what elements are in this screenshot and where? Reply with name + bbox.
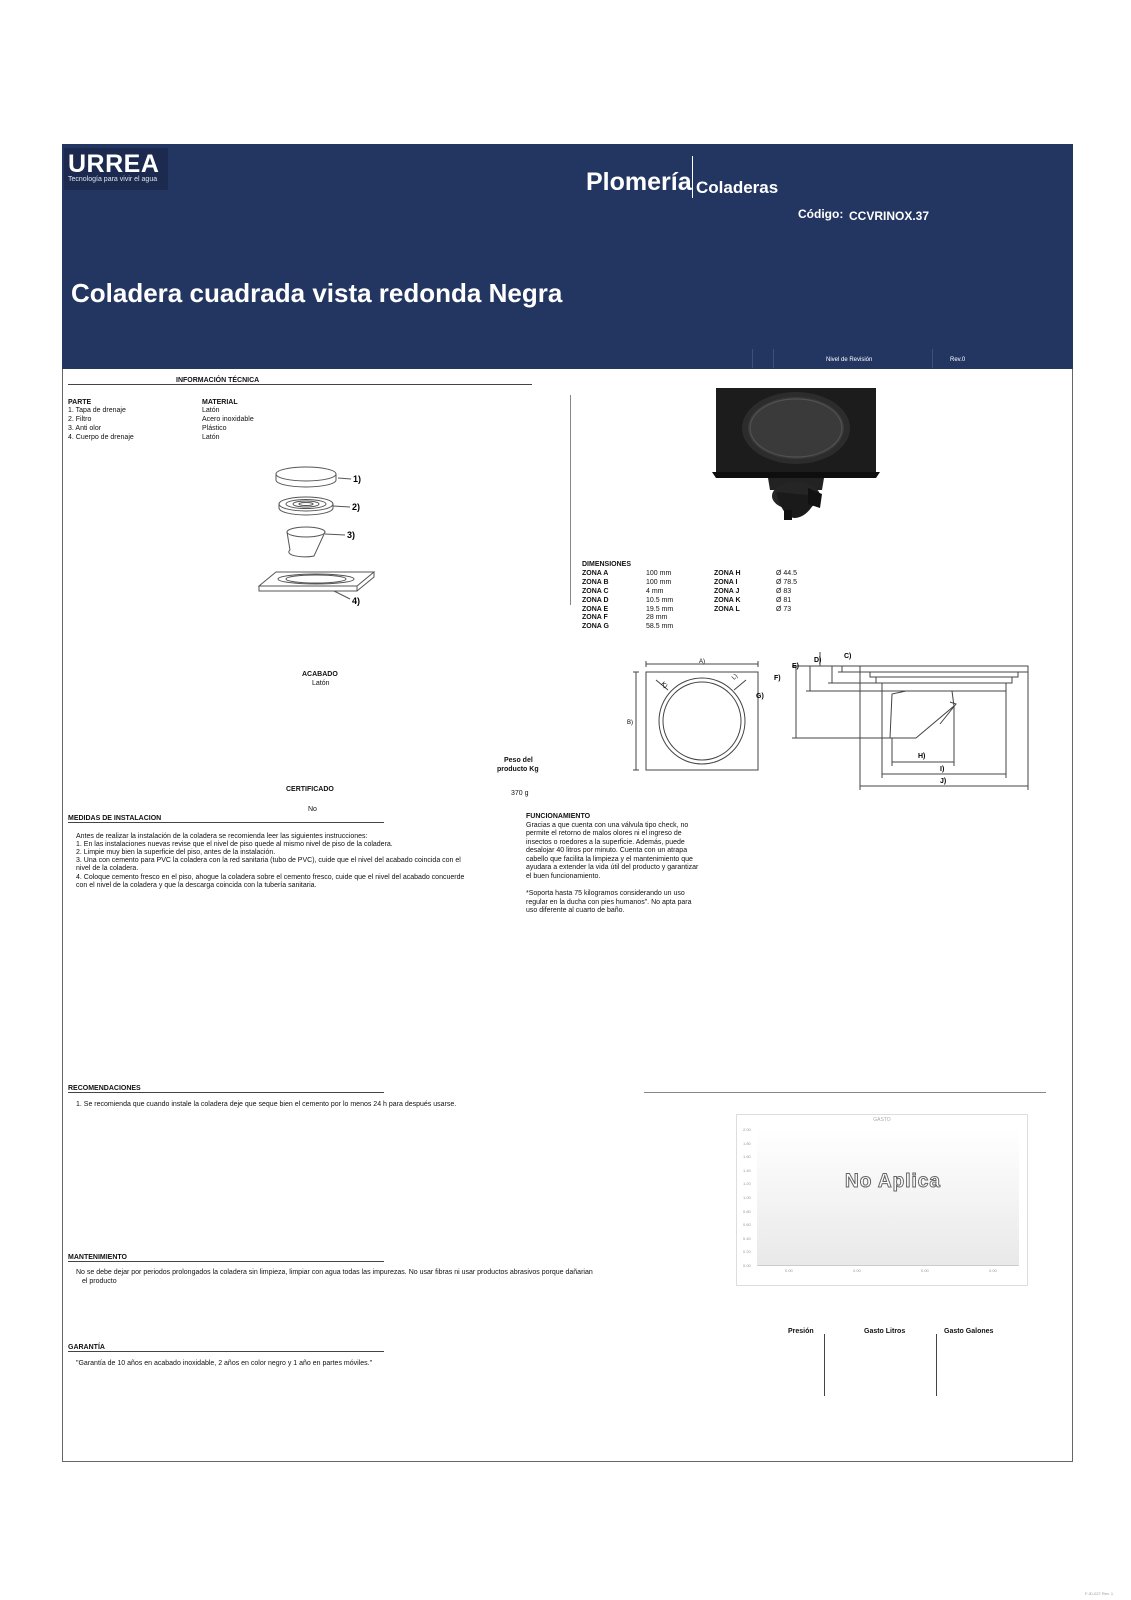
product-photo — [704, 384, 884, 534]
warranty-rule — [68, 1351, 384, 1352]
part-header: PARTE — [68, 399, 92, 406]
x-tick-label: 0.00 — [785, 1268, 793, 1273]
dim-label-j: J) — [940, 778, 947, 785]
dimension-zone: ZONA A — [582, 570, 609, 577]
operation-line: el buen funcionamiento. — [526, 873, 601, 880]
y-tick-label: 1.00 — [743, 1195, 751, 1200]
dimensions-heading: DIMENSIONES — [582, 561, 632, 568]
dimension-value: Ø 78.5 — [776, 579, 798, 586]
part-item: 4. Cuerpo de drenaje — [68, 434, 134, 441]
top-view-drawing — [628, 656, 763, 776]
flow-table-header: Gasto Litros — [864, 1328, 906, 1335]
dimension-value: 19.5 mm — [646, 606, 674, 613]
dimension-zone: ZONA C — [582, 588, 609, 595]
part-item: 3. Anti olor — [68, 425, 102, 432]
operation-line: ayudara a extender la vida útil del producto y garantizar — [526, 864, 699, 871]
dimension-value: 4 mm — [646, 588, 664, 595]
dimension-zone: ZONA E — [582, 606, 609, 613]
dimension-zone: ZONA K — [714, 597, 741, 604]
product-code-label: Código: — [798, 207, 844, 221]
revision-label: Nivel de Revisión — [826, 357, 873, 363]
category-title: Plomería — [586, 168, 692, 196]
maintenance-heading: MANTENIMIENTO — [68, 1254, 127, 1261]
dimension-value: 100 mm — [646, 579, 672, 586]
installation-line: 3. Una con cemento para PVC la coladera con la red sanitaria (tubo de PVC), cuide que el nivel del acabado coincida con el — [76, 857, 461, 864]
exploded-label: 3) — [347, 530, 356, 540]
dim-label-g: G) — [756, 693, 764, 700]
chart-rule — [644, 1092, 1046, 1093]
dimension-zone: ZONA B — [582, 579, 609, 586]
material-item: Acero inoxidable — [202, 416, 254, 423]
installation-line: Antes de realizar la instalación de la coladera se recomienda leer las siguientes instrucciones: — [76, 833, 368, 840]
y-tick-label: 1.60 — [743, 1154, 751, 1160]
finish-heading: ACABADO — [302, 671, 338, 678]
operation-note: regular en la ducha con pies humanos". No apta para — [526, 899, 692, 906]
maintenance-rule — [68, 1261, 384, 1262]
installation-line: 2. Limpie muy bien la superficie del piso, antes de la instalación. — [76, 849, 276, 856]
operation-line: cabello que facilita la limpieza y el mantenimiento que — [526, 856, 693, 863]
warranty-text: "Garantía de 10 años en acabado inoxidable, 2 años en color negro y 1 año en partes móviles." — [76, 1360, 373, 1367]
dim-label-h: H) — [918, 753, 926, 760]
chart-plot-area — [757, 1129, 1019, 1265]
dimension-value: 28 mm — [646, 614, 668, 621]
revision-bar — [62, 348, 1073, 369]
revision-divider — [752, 349, 753, 368]
not-applicable-overlay: No Aplica — [845, 1171, 941, 1192]
chart-baseline — [757, 1265, 1019, 1266]
installation-line: 4. Coloque cemento fresco en el piso, ahogue la coladera sobre el cemento fresco, cuide que el nivel del acabado concuerde — [76, 874, 465, 881]
x-tick-label: 0.00 — [853, 1268, 861, 1273]
operation-note: *Soporta hasta 75 kilogramos considerando un uso — [526, 890, 685, 897]
operation-note: uso diferente al cuarto de baño. — [526, 907, 625, 914]
maintenance-line: el producto — [82, 1278, 117, 1285]
product-title: Coladera cuadrada vista redonda Negra — [71, 278, 563, 308]
dim-label-e: E) — [792, 663, 799, 670]
warranty-heading: GARANTÍA — [68, 1344, 105, 1351]
y-tick-label: 1.20 — [743, 1181, 751, 1187]
dimension-value: 58.5 mm — [646, 623, 674, 630]
operation-line: insectos o roedores a la superficie. Además, puede — [526, 839, 685, 846]
chart-title: GASTO — [873, 1117, 891, 1123]
y-tick-label: 2.00 — [743, 1127, 751, 1132]
material-header: MATERIAL — [202, 399, 238, 406]
dim-label-b: B) — [627, 720, 633, 726]
dimension-zone: ZONA H — [714, 570, 741, 577]
operation-line: Gracias a que cuenta con una válvula tipo check, no — [526, 822, 689, 829]
recommendations-heading: RECOMENDACIONES — [68, 1085, 141, 1092]
dimension-value: Ø 81 — [776, 597, 792, 604]
dimension-value: 10.5 mm — [646, 597, 674, 604]
subcategory-title: Coladeras — [696, 178, 779, 197]
category-divider — [692, 156, 693, 198]
exploded-view-drawing — [256, 464, 386, 624]
part-item: 2. Filtro — [68, 416, 92, 423]
dimension-value: 100 mm — [646, 570, 672, 577]
dimension-zone: ZONA G — [582, 623, 609, 630]
y-tick-label: 1.80 — [743, 1140, 751, 1146]
dim-label-c: C) — [844, 653, 852, 660]
flow-table-divider — [936, 1334, 937, 1396]
operation-line: permite el retorno de malos olores ni el ingreso de — [526, 830, 682, 837]
footer-code: F-ID-027 Rev. 1 — [1085, 1591, 1114, 1596]
certified-value: No — [308, 806, 317, 813]
y-tick-label: 0.60 — [743, 1222, 751, 1228]
dim-label-a: A) — [699, 659, 705, 665]
finish-value: Latón — [312, 680, 330, 687]
product-code-value: CCVRINOX.37 — [849, 209, 930, 223]
x-tick-label: 0.00 — [921, 1268, 929, 1273]
brand-tagline: Tecnología para vivir el agua — [68, 176, 158, 183]
dim-label-f: F) — [774, 675, 781, 682]
header-banner — [62, 144, 1073, 369]
material-item: Latón — [202, 407, 220, 414]
y-tick-label: 0.80 — [743, 1208, 751, 1214]
installation-line: 1. En las instalaciones nuevas revise que el nivel de piso quede al mismo nivel de piso de la coladera. — [76, 841, 393, 848]
recommendations-rule — [68, 1092, 384, 1093]
material-item: Plástico — [202, 425, 227, 432]
revision-divider — [932, 349, 933, 368]
dimension-value: Ø 83 — [776, 588, 792, 595]
exploded-label: 4) — [352, 596, 361, 606]
revision-value: Rev.0 — [950, 357, 966, 363]
y-tick-label: 0.00 — [743, 1263, 751, 1268]
y-tick-label: 0.40 — [743, 1235, 751, 1241]
dim-label-d: D) — [814, 657, 822, 664]
dimension-zone: ZONA F — [582, 614, 608, 621]
flow-table-header: Gasto Galones — [944, 1328, 994, 1335]
flow-table-divider — [824, 1334, 825, 1396]
exploded-label: 2) — [352, 502, 361, 512]
y-tick-label: 0.20 — [743, 1249, 751, 1255]
dim-label-i: I) — [940, 766, 945, 773]
dimension-zone: ZONA J — [714, 588, 740, 595]
installation-heading: MEDIDAS DE INSTALACION — [68, 815, 162, 822]
recommendations-text: 1. Se recomienda que cuando instale la coladera deje que seque bien el cemento por lo menos 24 h para después usarse. — [76, 1101, 457, 1108]
material-item: Latón — [202, 434, 220, 441]
dimension-zone: ZONA L — [714, 606, 740, 613]
part-item: 1. Tapa de drenaje — [68, 407, 126, 414]
weight-value: 370 g — [511, 790, 529, 797]
y-tick-label: 1.40 — [743, 1167, 751, 1173]
revision-divider — [773, 349, 774, 368]
dimension-value: Ø 44.5 — [776, 570, 798, 577]
dimension-value: Ø 73 — [776, 606, 792, 613]
operation-heading: FUNCIONAMIENTO — [526, 813, 591, 820]
dim-label-k: K) — [659, 681, 669, 690]
installation-rule — [68, 822, 384, 823]
weight-heading: producto Kg — [497, 766, 539, 773]
weight-heading: Peso del — [504, 757, 533, 764]
flow-table-header: Presión — [788, 1328, 814, 1335]
brand-name: URREA — [68, 150, 160, 178]
section-divider — [570, 395, 571, 605]
tech-info-heading: INFORMACIÓN TÉCNICA — [176, 377, 260, 384]
tech-info-rule — [68, 384, 532, 385]
dim-label-l: L) — [731, 673, 740, 682]
side-view-drawing — [756, 646, 1031, 796]
maintenance-line: No se debe dejar por periodos prolongados la coladera sin limpieza, limpiar con agua todas las impurezas. No usar fibras ni usar productos abrasivos porque dañarian — [76, 1269, 593, 1276]
installation-line: nivel de la coladera. — [76, 865, 139, 872]
operation-line: desalojar 40 litros por minuto. Cuenta con un atrapa — [526, 847, 688, 854]
exploded-label: 1) — [353, 474, 362, 484]
dimension-zone: ZONA I — [714, 579, 738, 586]
x-tick-label: 0.00 — [989, 1268, 997, 1273]
certified-heading: CERTIFICADO — [286, 786, 334, 793]
flow-chart — [736, 1114, 1028, 1286]
installation-line: con el nivel de la coladera y que la descarga coincida con la tubería sanitaria. — [76, 882, 317, 889]
dimension-zone: ZONA D — [582, 597, 609, 604]
